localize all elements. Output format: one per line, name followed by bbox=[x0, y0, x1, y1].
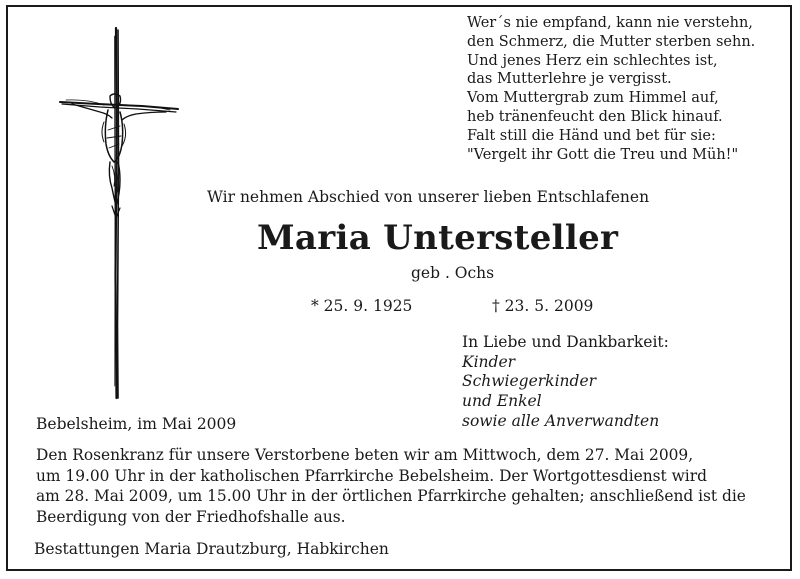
service-line: Beerdigung von der Friedhofshalle aus. bbox=[36, 507, 346, 526]
farewell-intro: Wir nehmen Abschied von unserer lieben Entschlafenen bbox=[207, 188, 650, 206]
mourner-entry: Kinder bbox=[462, 352, 516, 371]
service-line: am 28. Mai 2009, um 15.00 Uhr in der örtlichen Pfarrkirche gehalten; anschließend ist die bbox=[36, 487, 746, 505]
poem-line: Falt still die Händ und bet für sie: bbox=[467, 127, 716, 144]
service-line: Den Rosenkranz für unsere Verstorbene beten wir am Mittwoch, dem 27. Mai 2009, bbox=[36, 446, 694, 464]
mourner-entry: und Enkel bbox=[462, 392, 542, 411]
mourners-heading: In Liebe und Dankbarkeit: bbox=[462, 333, 669, 351]
poem-line: den Schmerz, die Mutter sterben sehn. bbox=[467, 33, 756, 50]
death-date: † 23. 5. 2009 bbox=[492, 297, 594, 315]
service-line: um 19.00 Uhr in der katholischen Pfarrkirche Bebelsheim. Der Wortgottesdienst wird bbox=[36, 466, 707, 485]
poem-line: Vom Muttergrab zum Himmel auf, bbox=[467, 90, 719, 107]
birth-date: * 25. 9. 1925 bbox=[311, 297, 413, 315]
memorial-poem bbox=[467, 14, 755, 164]
undertaker: Bestattungen Maria Drautzburg, Habkirchen bbox=[34, 540, 389, 558]
service-info bbox=[36, 445, 762, 527]
poem-line: heb tränenfeucht den Blick hinauf. bbox=[467, 108, 723, 125]
crucifix-icon bbox=[58, 26, 182, 404]
poem-line: Wer´s nie empfand, kann nie verstehn, bbox=[467, 15, 753, 31]
maiden-name: geb . Ochs bbox=[411, 264, 495, 282]
poem-line: das Mutterlehre je vergisst. bbox=[467, 71, 672, 88]
mourner-entry: Schwiegerkinder bbox=[462, 372, 597, 391]
mourners-block bbox=[462, 333, 669, 432]
poem-line: Und jenes Herz ein schlechtes ist, bbox=[467, 52, 718, 69]
place-date: Bebelsheim, im Mai 2009 bbox=[36, 415, 237, 433]
poem-line: "Vergelt ihr Gott die Treu und Müh!" bbox=[467, 146, 739, 163]
deceased-name: Maria Untersteller bbox=[257, 218, 619, 258]
mourner-entry: sowie alle Anverwandten bbox=[462, 411, 660, 430]
